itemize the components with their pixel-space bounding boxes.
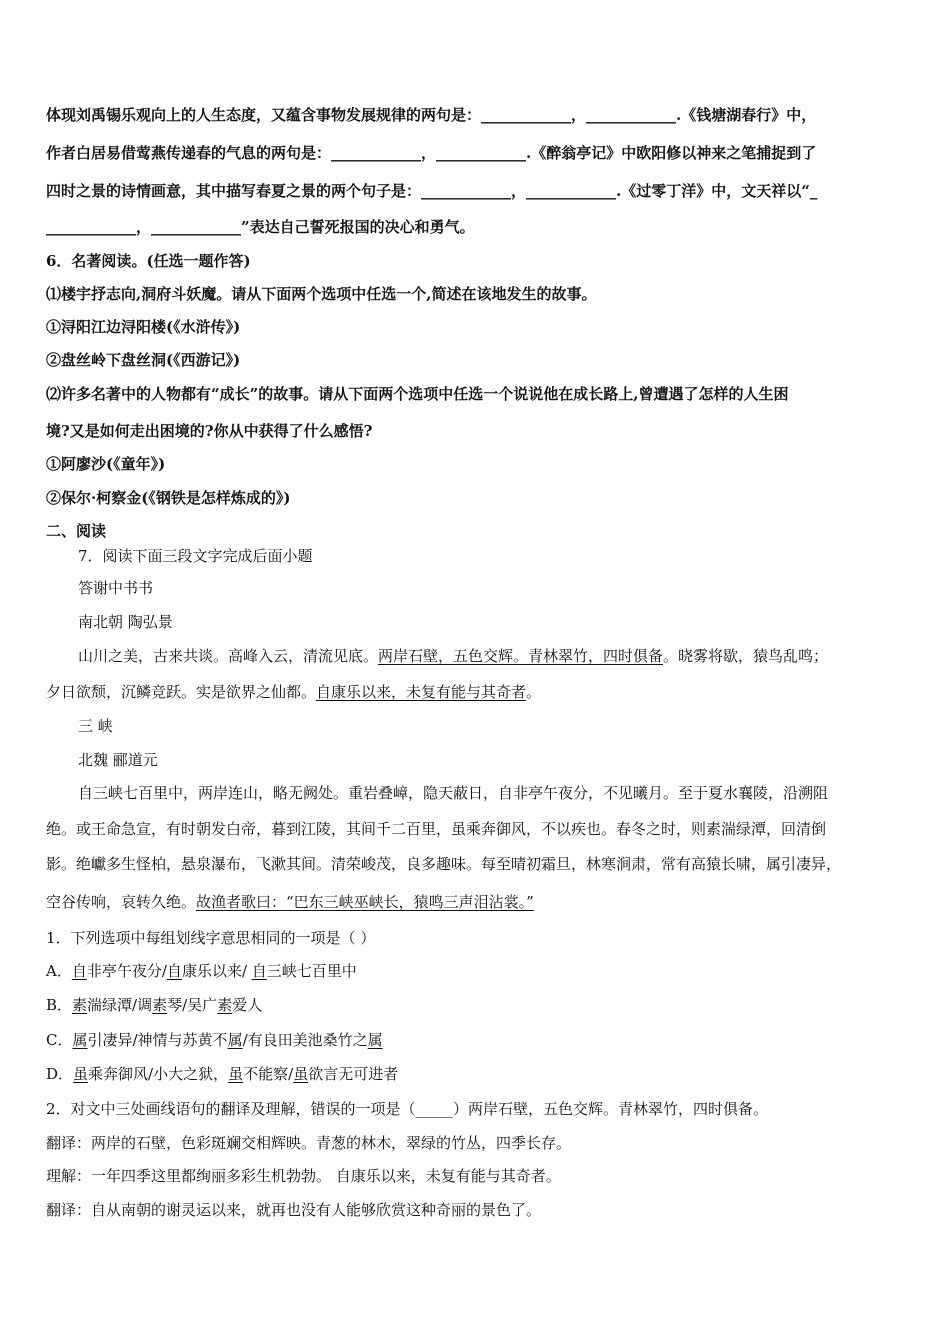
underlined-char: 虽 <box>228 1065 244 1083</box>
text1-para-line-2 <box>46 681 541 702</box>
text1-para2-pre: 夕日欲颓，沉鳞竞跃。实是欲界之仙都。 <box>46 683 317 701</box>
translation-1: 翻译：两岸的石壁，色彩斑斓交相辉映。青葱的林木，翠绿的竹丛，四季长存。 <box>46 1134 572 1152</box>
underlined-char: 属 <box>72 1031 88 1049</box>
choice-text: 湍绿潭/调 <box>87 996 153 1014</box>
q6-prompt-1: ⑴楼宇抒志向,洞府斗妖魔。请从下面两个选项中任选一个,简述在该地发生的故事。 <box>46 285 597 303</box>
text2-para-line-3: 影。绝巘多生怪柏，悬泉瀑布，飞漱其间。清荣峻茂，良多趣味。每至晴初霜旦，林寒涧肃，常有高猿长啸，属引凄异， <box>46 855 842 873</box>
text2-author: 北魏 郦道元 <box>78 751 158 769</box>
text1-title: 答谢中书书 <box>78 579 154 597</box>
choice-text: 三峡七百里中 <box>266 962 357 980</box>
text2-para4-pre: 空谷传响，哀转久绝。 <box>46 893 197 911</box>
text2-para-line-2: 绝。或王命急宣，有时朝发白帝，暮到江陵，其间千二百里，虽乘奔御风，不以疾也。春冬之时，则素湍绿潭，回清倒 <box>46 820 827 838</box>
choice-d[interactable] <box>46 1063 398 1084</box>
q7-title: 7．阅读下面三段文字完成后面小题 <box>78 547 313 565</box>
choice-text: 乘奔御风/小大之狱， <box>88 1065 229 1083</box>
choice-label: D． <box>46 1065 74 1083</box>
choice-text: 康乐以来/ <box>181 962 252 980</box>
underlined-char: 属 <box>367 1031 383 1049</box>
q6-title: 6．名著阅读。(任选一题作答) <box>46 252 251 270</box>
q5-line-3: 四时之景的诗情画意，其中描写春夏之景的两个句子是：____________，____________.《过零丁洋》中，文天祥以“_ <box>46 182 818 200</box>
choice-c[interactable] <box>46 1029 383 1050</box>
sub-question-1: 1．下列选项中每组划线字意思相同的一项是（ ） <box>46 929 376 947</box>
choice-a[interactable] <box>46 960 357 981</box>
underlined-char: 属 <box>227 1031 243 1049</box>
choice-text: /有良田美池桑竹之 <box>242 1031 368 1049</box>
underlined-sentence-1: 两岸石壁，五色交辉。青林翠竹，四时俱备 <box>378 647 664 665</box>
text1-para2-post: 。 <box>526 683 542 701</box>
choice-label: C． <box>46 1031 73 1049</box>
choice-text: 非亭午夜分/ <box>86 962 167 980</box>
underlined-char: 素 <box>72 996 88 1014</box>
translation-2: 翻译：自从南朝的谢灵运以来，就再也没有人能够欣赏这种奇丽的景色了。 <box>46 1201 542 1219</box>
choice-text: 欲言无可进者 <box>308 1065 399 1083</box>
q6-prompt-2b: 境?又是如何走出困境的?你从中获得了什么感悟? <box>46 422 373 440</box>
underlined-sentence-3: 故渔者歌曰：“巴东三峡巫峡长，猿鸣三声泪沾裳。” <box>196 893 534 911</box>
sub-question-2: 2．对文中三处画线语句的翻译及理解，错误的一项是（_____）两岸石壁，五色交辉。青林翠竹，四时俱备。 <box>46 1100 769 1118</box>
q5-line-2: 作者白居易借莺燕传递春的气息的两句是：____________，____________.《醉翁亭记》中欧阳修以神来之笔捕捉到了 <box>46 144 817 162</box>
understanding-1: 理解：一年四季这里都绚丽多彩生机勃勃。 自康乐以来，未复有能与其奇者。 <box>46 1167 561 1185</box>
text2-para-line-1: 自三峡七百里中，两岸连山，略无阙处。重岩叠嶂，隐天蔽日，自非亭午夜分，不见曦月。至于夏水襄陵，沿溯阻 <box>78 784 829 802</box>
choice-text: 引凄异/神情与苏黄不 <box>87 1031 228 1049</box>
underlined-char: 自 <box>71 962 87 980</box>
q6-option-2: ②盘丝岭下盘丝洞(《西游记》) <box>46 351 241 369</box>
text1-para-pre: 山川之美，古来共谈。高峰入云，清流见底。 <box>78 647 379 665</box>
text2-title: 三 峡 <box>78 717 113 735</box>
underlined-char: 素 <box>152 996 168 1014</box>
text1-para-post: 。晓雾将歇，猿鸟乱鸣； <box>663 647 829 665</box>
choice-text: 不能察/ <box>243 1065 294 1083</box>
text2-para-line-4 <box>46 891 534 912</box>
underlined-char: 虽 <box>73 1065 89 1083</box>
choice-text: 琴/吴广 <box>167 996 218 1014</box>
choice-text: 爱人 <box>232 996 263 1014</box>
q6-option-4: ②保尔·柯察金(《钢铁是怎样炼成的》) <box>46 489 291 507</box>
underlined-char: 自 <box>166 962 182 980</box>
underlined-sentence-2: 自康乐以来，未复有能与其奇者 <box>316 683 527 701</box>
text1-para-line-1 <box>78 645 828 666</box>
q6-option-3: ①阿廖沙(《童年》) <box>46 455 166 473</box>
section-title: 二、阅读 <box>46 522 107 540</box>
choice-b[interactable] <box>46 994 262 1015</box>
text1-author: 南北朝 陶弘景 <box>78 613 173 631</box>
underlined-char: 虽 <box>293 1065 309 1083</box>
underlined-char: 自 <box>251 962 267 980</box>
q6-prompt-2a: ⑵许多名著中的人物都有“成长”的故事。请从下面两个选项中任选一个说说他在成长路上,曾遭遇了怎样的人生困 <box>46 385 789 403</box>
q5-line-4: ____________，____________”表达自己誓死报国的决心和勇气。 <box>46 218 475 236</box>
underlined-char: 素 <box>217 996 233 1014</box>
q6-option-1: ①浔阳江边浔阳楼(《水浒传》) <box>46 318 241 336</box>
choice-label: B． <box>46 996 73 1014</box>
choice-label: A． <box>46 962 72 980</box>
q5-line-1: 体现刘禹锡乐观向上的人生态度，又蕴含事物发展规律的两句是：____________，____________.《钱塘湖春行》中， <box>46 106 817 124</box>
